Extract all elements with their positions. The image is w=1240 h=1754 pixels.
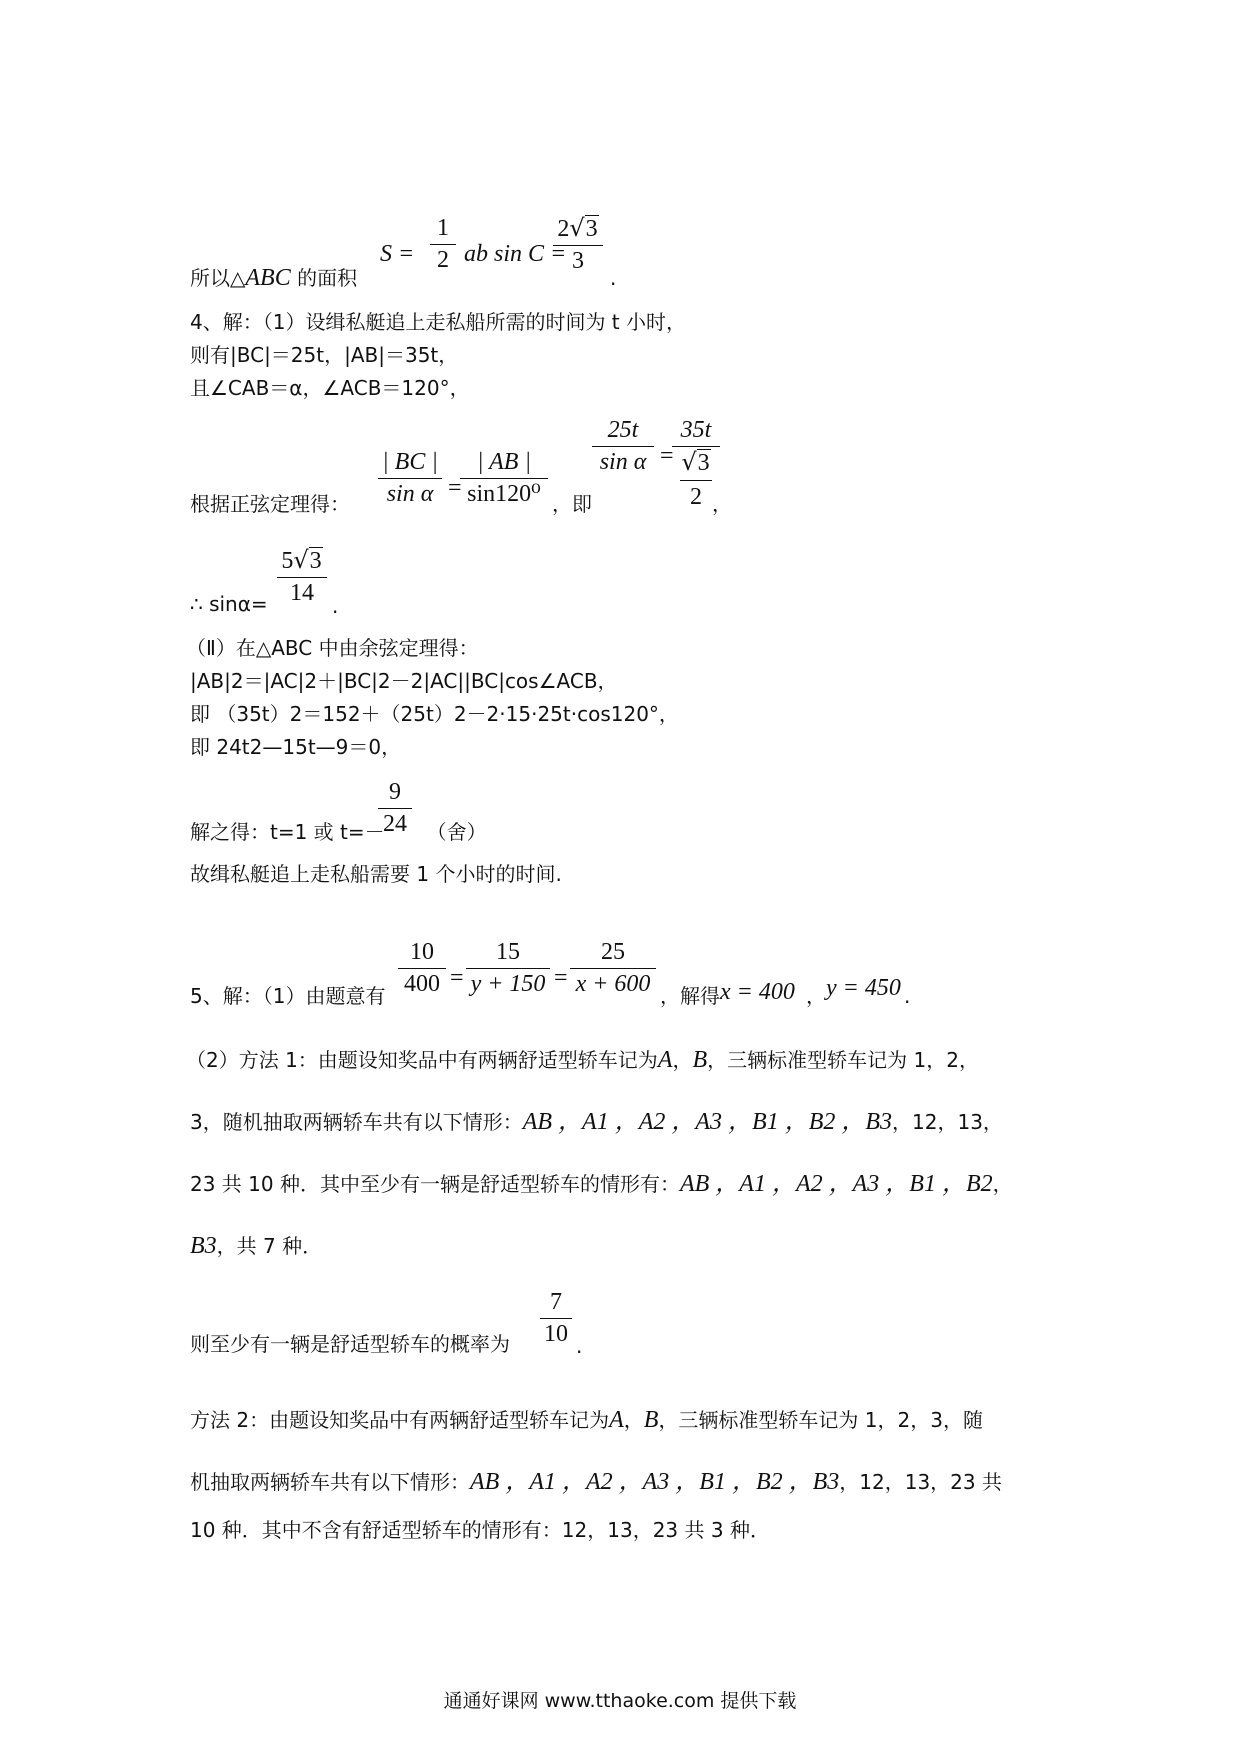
period: .: [904, 984, 911, 1008]
coef: 2: [557, 216, 570, 242]
denominator: y + 150: [470, 971, 546, 998]
combo-b3: B3: [190, 1233, 217, 1259]
neg-root-fraction: [378, 780, 412, 837]
ratio-fraction-1: [398, 940, 446, 997]
area-formula-mid: ab sin C =: [464, 241, 567, 267]
y-solution: y = 450: [826, 975, 901, 1001]
method1-line4: [190, 1234, 322, 1258]
radicand: 3: [697, 450, 710, 477]
equals: =: [554, 965, 568, 991]
comma: ，: [712, 492, 732, 516]
sine-law-label: 根据正弦定理得：: [190, 492, 350, 516]
method1-line1: [186, 1048, 979, 1072]
q4-part2-line3: 即 （35t）2＝152＋（25t）2－2·15·25t·cos120°，: [190, 702, 679, 726]
numerator: 25: [601, 939, 625, 965]
denominator: 400: [404, 971, 440, 998]
prob-line: [190, 1334, 510, 1354]
radicand: 3: [309, 548, 322, 574]
q4-part2-line4: 即 24t2—15t—9＝0，: [190, 735, 402, 759]
sep: ，: [672, 1048, 693, 1072]
numerator: | BC |: [382, 449, 438, 475]
prob-fraction: [540, 1290, 572, 1347]
ratio-fraction-2: [466, 940, 550, 997]
period: .: [576, 1334, 583, 1358]
q4-line3: 且∠CAB＝α，∠ACB＝120°，: [190, 376, 470, 400]
q4-line1: 4、解：（1）设缉私艇追上走私船所需的时间为 t 小时，: [190, 310, 687, 334]
numerator: | AB |: [476, 449, 532, 475]
text: （2）方法 1：由题设知奖品中有两辆舒适型轿车记为: [186, 1048, 658, 1072]
denominator: sin120⁰: [467, 481, 541, 508]
numerator: 7: [550, 1289, 562, 1315]
numerator: 2√3: [557, 214, 598, 242]
denominator: 14: [290, 580, 314, 607]
equals: =: [448, 475, 462, 501]
denominator: sin α: [599, 449, 647, 476]
ratio-fraction-3: [570, 940, 656, 997]
text: ，共 7 种．: [216, 1234, 323, 1258]
text: （舍）: [426, 820, 487, 844]
text: ，12，13，23 共: [839, 1470, 1002, 1494]
numerator: 1: [437, 215, 449, 241]
q5-intro: 5、解：（1）由题意有: [190, 984, 386, 1008]
triangle-name: ABC: [245, 265, 291, 291]
text: 机抽取两辆轿车共有以下情形：: [190, 1470, 470, 1494]
q4-line2: 则有|BC|＝25t，|AB|＝35t，: [190, 343, 459, 367]
period: .: [332, 594, 339, 618]
denominator: 2: [437, 247, 449, 274]
q4-part2-line1: （Ⅱ）在△ABC 中由余弦定理得：: [186, 636, 479, 660]
area-text: [190, 266, 357, 290]
denominator: 24: [383, 811, 407, 838]
method1-line3: [190, 1172, 1013, 1196]
text: 则至少有一辆是舒适型轿车的概率为: [190, 1332, 510, 1356]
q4-conclusion: 故缉私艇追上走私船需要 1 个小时的时间.: [190, 862, 562, 886]
car-a: A: [657, 1047, 673, 1073]
equals: =: [450, 965, 464, 991]
comma-ji: ，即: [552, 492, 592, 516]
sina-label: ∴ sinα=: [190, 592, 268, 616]
combo-list: AB ，A1 ，A2 ，A3 ，B1 ，B2 ，B3: [522, 1109, 893, 1135]
text: 方法 2：由题设知奖品中有两辆舒适型轿车记为: [190, 1408, 610, 1432]
denominator: 3: [572, 248, 584, 275]
text: 解之得：t=1 或 t=－: [190, 820, 385, 844]
period: .: [610, 266, 617, 290]
area-result-fraction: [553, 216, 603, 274]
numerator: 10: [410, 939, 434, 965]
car-b: B: [692, 1047, 708, 1073]
sine-fraction-3: [592, 418, 654, 475]
text: ，三辆标准型轿车记为 1，2，3，随: [658, 1408, 983, 1432]
compound-denominator: √3: [681, 448, 710, 477]
sine-fraction-1: [378, 450, 442, 507]
text: ，12，13，: [892, 1110, 1003, 1134]
coef: 5: [281, 548, 294, 574]
numerator: 9: [389, 779, 401, 805]
text: ，: [992, 1172, 1013, 1196]
x-solution: x = 400: [720, 979, 795, 1005]
q4-solution: [190, 822, 487, 842]
numerator: 5√3: [281, 546, 322, 574]
half-fraction: [430, 216, 456, 273]
numerator: 15: [496, 939, 520, 965]
text: 23 共 10 种．其中至少有一辆是舒适型轿车的情形有：: [190, 1172, 680, 1196]
method1-line2: [190, 1110, 1003, 1134]
sep: ，: [623, 1408, 644, 1432]
footer-credit: 通通好课网 www.tthaoke.com 提供下载: [443, 1690, 797, 1712]
numerator: 25t: [607, 417, 639, 443]
denominator: 10: [544, 1321, 568, 1348]
equals: =: [660, 443, 674, 469]
combo-list: AB ，A1 ，A2 ，A3 ，B1 ，B2: [679, 1171, 993, 1197]
sina-fraction: [277, 548, 327, 606]
q4-part2-line2: |AB|2＝|AC|2＋|BC|2－2|AC||BC|cos∠ACB，: [190, 669, 618, 693]
method2-line3: 10 种．其中不含有舒适型轿车的情形有：12，13，23 共 3 种．: [190, 1518, 770, 1542]
text: ，三辆标准型轿车记为 1，2，: [707, 1048, 979, 1072]
solve-text: ，解得: [660, 984, 720, 1008]
area-formula-lhs: S =: [380, 241, 415, 267]
method2-line2: [190, 1470, 1002, 1494]
text: 3，随机抽取两辆轿车共有以下情形：: [190, 1110, 523, 1134]
inner-denominator: 2: [690, 484, 702, 511]
sine-fraction-2: [460, 450, 548, 507]
text: 所以△: [190, 266, 246, 290]
car-b: B: [643, 1407, 659, 1433]
radicand: 3: [585, 216, 598, 242]
denominator: x + 600: [575, 971, 651, 998]
method2-line1: [190, 1408, 983, 1432]
denominator: sin α: [386, 481, 434, 508]
text: 的面积: [297, 266, 358, 290]
car-a: A: [609, 1407, 624, 1433]
combo-list: AB ，A1 ，A2 ，A3 ，B1 ，B2 ，B3: [470, 1469, 840, 1495]
comma: ，: [806, 984, 826, 1008]
numerator: 35t: [680, 417, 712, 443]
